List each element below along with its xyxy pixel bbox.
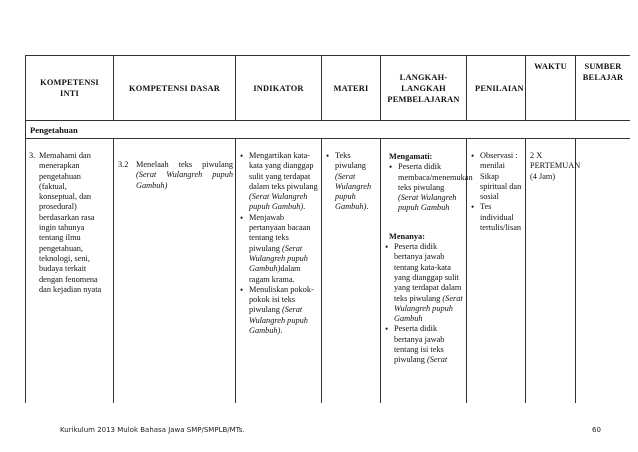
indikator-item: • Mengartikan kata-kata yang dianggap sulit yang terdapat dalam teks piwulang (Serat Wulangreh pupuh Gambuh). bbox=[239, 151, 318, 213]
menanya-list bbox=[384, 242, 463, 366]
cell-sumber bbox=[576, 139, 631, 404]
kd-italic: (Serat Wulangreh pupuh Gambuh) bbox=[136, 170, 233, 190]
mengamati-item: • Peserta didik membaca/menemukan teks piwulang (Serat Wulangreh pupuh Gambuh bbox=[388, 162, 463, 213]
mengamati-heading: Mengamati: bbox=[389, 152, 433, 161]
content-row bbox=[26, 139, 631, 404]
ki-line: pengetahuan bbox=[39, 171, 81, 181]
menanya-item: • Peserta didik bertanya jawab tentang isi teks piwulang (Serat bbox=[384, 324, 463, 365]
header-kompetensi-dasar: KOMPETENSI DASAR bbox=[114, 56, 236, 121]
header-sumber-belajar: SUMBER BELAJAR bbox=[576, 56, 631, 121]
ki-line: dan kejadian nyata bbox=[39, 284, 102, 294]
syllabus-table-wrapper bbox=[25, 55, 630, 403]
ki-line: prosedural) bbox=[39, 202, 77, 212]
ki-line: budaya terkait bbox=[39, 264, 87, 274]
ki-line: teknologi, seni, bbox=[39, 253, 90, 263]
kd-number: 3.2 bbox=[118, 160, 129, 169]
table-header-row bbox=[26, 56, 631, 121]
cell-kompetensi-inti bbox=[26, 139, 114, 404]
header-waktu: WAKTU bbox=[526, 56, 576, 121]
penilaian-item: • Tes individual tertulis/lisan bbox=[470, 202, 522, 233]
ki-line: konseptual, dan bbox=[39, 192, 92, 202]
ki-line: menerapkan bbox=[39, 161, 80, 171]
header-indikator: INDIKATOR bbox=[236, 56, 322, 121]
indikator-list bbox=[239, 151, 318, 336]
page-number: 60 bbox=[592, 426, 601, 434]
header-penilaian: PENILAIAN bbox=[467, 56, 526, 121]
penilaian-list bbox=[470, 151, 522, 233]
section-row bbox=[26, 121, 631, 139]
ki-line: ingin tahunya bbox=[39, 223, 85, 233]
kd-text: Menelaah teks piwulang bbox=[136, 160, 233, 169]
mengamati-list bbox=[384, 162, 473, 213]
waktu-text: 2 X PERTEMUAN (4 Jam) bbox=[530, 151, 581, 181]
ki-line: 3. Memahami dan bbox=[29, 151, 91, 160]
menanya-item: • Peserta didik bertanya jawab tentang kata-kata yang dianggap sulit yang terdapat dalam teks piwulang (Serat Wulangreh pupuh Gambuh bbox=[384, 242, 463, 324]
materi-item: • Teks piwulang (Serat Wulangreh pupuh Gambuh). bbox=[325, 151, 377, 213]
ki-line: tentang ilmu bbox=[39, 233, 81, 243]
ki-line: pengetahuan, bbox=[39, 243, 84, 253]
menanya-heading: Menanya: bbox=[389, 231, 425, 241]
penilaian-item: • Observasi : menilai Sikap spiritual dan sosial bbox=[470, 151, 522, 202]
cell-materi bbox=[322, 139, 381, 404]
cell-waktu bbox=[526, 139, 581, 404]
cell-langkah bbox=[381, 139, 473, 404]
footer-text: Kurikulum 2013 Mulok Bahasa Jawa SMP/SMPLB/MTs. bbox=[60, 426, 245, 434]
syllabus-table bbox=[25, 55, 630, 403]
header-langkah-pembelajaran: LANGKAH-LANGKAH PEMBELAJARAN bbox=[381, 56, 467, 121]
ki-line: dengan fenomena bbox=[39, 274, 98, 284]
section-title: Pengetahuan bbox=[26, 121, 631, 139]
cell-kompetensi-dasar bbox=[114, 139, 236, 404]
ki-line: berdasarkan rasa bbox=[39, 212, 95, 222]
header-materi: MATERI bbox=[322, 56, 381, 121]
header-kompetensi-inti: KOMPETENSI INTI bbox=[26, 56, 114, 121]
cell-indikator bbox=[236, 139, 322, 404]
indikator-item: • Menuliskan pokok-pokok isi teks piwulang (Serat Wulangreh pupuh Gambuh). bbox=[239, 285, 318, 336]
ki-number: 3. bbox=[29, 151, 36, 160]
indikator-item: • Menjawab pertanyaan bacaan tentang teks piwulang (Serat Wulangreh pupuh Gambuh)dalam ragam krama. bbox=[239, 213, 318, 285]
cell-penilaian bbox=[467, 139, 526, 404]
ki-line: (faktual, bbox=[39, 181, 67, 191]
